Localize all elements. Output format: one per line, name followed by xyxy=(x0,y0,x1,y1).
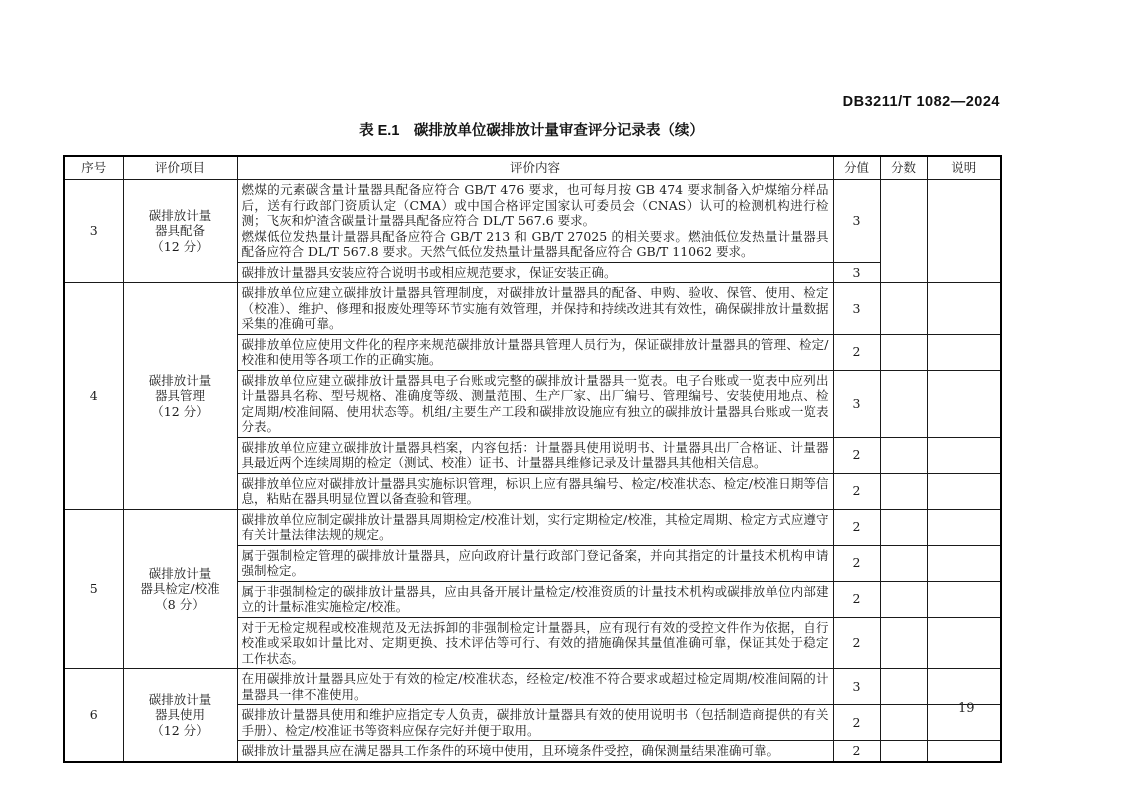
score-cell xyxy=(880,669,927,705)
score-value-cell: 2 xyxy=(833,509,880,545)
content-cell: 碳排放单位应建立碳排放计量器具档案，内容包括：计量器具使用说明书、计量器具出厂合格证、计量器具最近两个连续周期的检定（测试、校准）证书、计量器具维修记录及计量器具其他相关信息。 xyxy=(237,437,833,473)
content-cell: 属于强制检定管理的碳排放计量器具，应向政府计量行政部门登记备案，并向其指定的计量技术机构申请强制检定。 xyxy=(237,545,833,581)
table-title: 表 E.1 碳排放单位碳排放计量审查评分记录表（续） xyxy=(359,123,704,139)
score-value-cell: 3 xyxy=(833,283,880,335)
note-cell xyxy=(927,581,1001,617)
score-value-cell: 2 xyxy=(833,705,880,741)
table-row xyxy=(64,669,1001,705)
header-score: 分数 xyxy=(880,156,927,180)
page-number: 19 xyxy=(958,701,975,716)
item-cell: 碳排放计量 器具使用 （12 分） xyxy=(123,669,237,762)
score-cell xyxy=(880,334,927,370)
content-cell: 碳排放计量器具使用和维护应指定专人负责，碳排放计量器具有效的使用说明书（包括制造商提供的有关手册）、检定/校准证书等资料应保存完好并便于取用。 xyxy=(237,705,833,741)
note-cell xyxy=(927,370,1001,437)
score-record-table xyxy=(63,155,1002,763)
content-cell: 碳排放单位应制定碳排放计量器具周期检定/校准计划，实行定期检定/校准，其检定周期、检定方式应遵守有关计量法律法规的规定。 xyxy=(237,509,833,545)
score-cell xyxy=(880,437,927,473)
item-cell: 碳排放计量 器具配备 （12 分） xyxy=(123,180,237,283)
table-row xyxy=(64,509,1001,545)
content-cell: 碳排放单位应使用文件化的程序来规范碳排放计量器具管理人员行为，保证碳排放计量器具的管理、检定/校准和使用等各项工作的正确实施。 xyxy=(237,334,833,370)
note-cell xyxy=(927,509,1001,545)
content-cell: 碳排放单位应对碳排放计量器具实施标识管理，标识上应有器具编号、检定/校准状态、检定/校准日期等信息，粘贴在器具明显位置以备查验和管理。 xyxy=(237,473,833,509)
table-row xyxy=(64,283,1001,335)
score-value-cell: 2 xyxy=(833,741,880,762)
content-cell: 对于无检定规程或校准规范及无法拆卸的非强制检定计量器具，应有现行有效的受控文件作为依据，自行校准或采取如计量比对、定期更换、技术评估等可行、有效的措施确保其量值准确可靠，保证其处于稳定工作状态。 xyxy=(237,617,833,669)
score-value-cell: 3 xyxy=(833,180,880,263)
header-note: 说明 xyxy=(927,156,1001,180)
content-cell: 燃煤的元素碳含量计量器具配备应符合 GB/T 476 要求，也可每月按 GB 474 要求制备入炉煤缩分样品后，送有行政部门资质认定（CMA）或中国合格评定国家认可委员会（CNAS）认可的检测机构进行检测；飞灰和炉渣含碳量计量器具配备应符合 DL/T 567.6 要求。 燃煤低位发热量计量器具配备应符合 GB/T 213 和 GB/T 27025 的相关要求。燃油低位发热量计量器具配备应符合 DL/T 567.8 要求。天然气低位发热量计量器具配备应符合 GB/T 11062 要求。 xyxy=(237,180,833,263)
table-row xyxy=(64,180,1001,263)
score-value-cell: 2 xyxy=(833,581,880,617)
score-cell xyxy=(880,741,927,762)
score-cell xyxy=(880,545,927,581)
score-cell xyxy=(880,617,927,669)
score-cell xyxy=(880,705,927,741)
note-cell xyxy=(927,617,1001,669)
note-cell xyxy=(927,741,1001,762)
note-cell xyxy=(927,180,1001,283)
score-cell xyxy=(880,180,927,283)
row-number-cell: 3 xyxy=(64,180,123,283)
score-value-cell: 2 xyxy=(833,437,880,473)
content-cell: 碳排放计量器具应在满足器具工作条件的环境中使用，且环境条件受控，确保测量结果准确可靠。 xyxy=(237,741,833,762)
content-cell: 碳排放计量器具安装应符合说明书或相应规范要求，保证安装正确。 xyxy=(237,262,833,283)
header-no: 序号 xyxy=(64,156,123,180)
table-body xyxy=(64,180,1001,762)
score-cell xyxy=(880,581,927,617)
table-header-row xyxy=(64,156,1001,180)
score-value-cell: 2 xyxy=(833,334,880,370)
score-value-cell: 2 xyxy=(833,545,880,581)
header-item: 评价项目 xyxy=(123,156,237,180)
score-cell xyxy=(880,370,927,437)
content-cell: 属于非强制检定的碳排放计量器具，应由具备开展计量检定/校准资质的计量技术机构或碳排放单位内部建立的计量标准实施检定/校准。 xyxy=(237,581,833,617)
score-value-cell: 3 xyxy=(833,669,880,705)
content-cell: 在用碳排放计量器具应处于有效的检定/校准状态，经检定/校准不符合要求或超过检定周期/校准间隔的计量器具一律不准使用。 xyxy=(237,669,833,705)
standard-number: DB3211/T 1082—2024 xyxy=(842,94,1000,110)
score-value-cell: 2 xyxy=(833,617,880,669)
item-cell: 碳排放计量 器具管理 （12 分） xyxy=(123,283,237,510)
note-cell xyxy=(927,437,1001,473)
header-content: 评价内容 xyxy=(237,156,833,180)
row-number-cell: 5 xyxy=(64,509,123,669)
note-cell xyxy=(927,283,1001,335)
score-cell xyxy=(880,283,927,335)
note-cell xyxy=(927,473,1001,509)
score-value-cell: 3 xyxy=(833,370,880,437)
content-cell: 碳排放单位应建立碳排放计量器具管理制度，对碳排放计量器具的配备、申购、验收、保管、使用、检定（校准）、维护、修理和报废处理等环节实施有效管理，并保持和持续改进其有效性，确保碳排放计量数据采集的准确可靠。 xyxy=(237,283,833,335)
row-number-cell: 6 xyxy=(64,669,123,762)
score-cell xyxy=(880,473,927,509)
score-cell xyxy=(880,509,927,545)
item-cell: 碳排放计量 器具检定/校准 （8 分） xyxy=(123,509,237,669)
score-value-cell: 2 xyxy=(833,473,880,509)
note-cell xyxy=(927,669,1001,705)
row-number-cell: 4 xyxy=(64,283,123,510)
content-cell: 碳排放单位应建立碳排放计量器具电子台账或完整的碳排放计量器具一览表。电子台账或一览表中应列出计量器具名称、型号规格、准确度等级、测量范围、生产厂家、出厂编号、管理编号、安装使用地点、检定周期/校准间隔、使用状态等。机组/主要生产工段和碳排放设施应有独立的碳排放计量器具台账或一览表分表。 xyxy=(237,370,833,437)
note-cell xyxy=(927,545,1001,581)
header-score-value: 分值 xyxy=(833,156,880,180)
score-value-cell: 3 xyxy=(833,262,880,283)
note-cell xyxy=(927,334,1001,370)
